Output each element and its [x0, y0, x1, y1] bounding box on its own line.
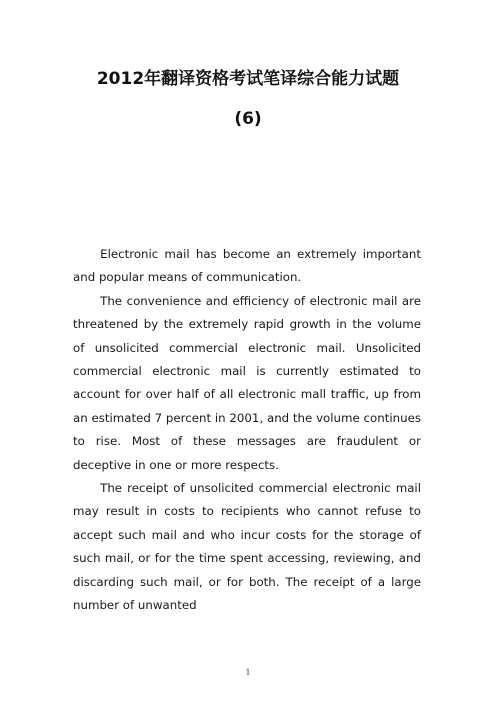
paragraph: Electronic mail has become an extremely important and popular means of communication.: [73, 247, 421, 285]
document-title-subtitle: (6): [234, 109, 262, 129]
document-title: 2012年翻译资格考试笔译综合能力试题: [96, 69, 400, 89]
paragraph: The convenience and efficiency of electronic mail are threatened by the extremely rapid growth in the volume of unsolicited commercial electronic mail. Unsolicited commercial electronic mail is currently estimated to account for over half of all electronic mall traffic, up from an estimated 7 percent in 2001, and the volume continues to rise. Most of these messages are fraudulent or deceptive in one or more respects.: [73, 293, 421, 472]
paragraph: The receipt of unsolicited commercial electronic mail may result in costs to recipients who cannot refuse to accept such mail and who incur costs for the storage of such mail, or for the time spent accessing, reviewing, and discarding such mail, or for both. The receipt of a large number of unwanted: [73, 481, 421, 613]
page-number: 1: [245, 668, 251, 677]
body-text: [73, 243, 421, 618]
